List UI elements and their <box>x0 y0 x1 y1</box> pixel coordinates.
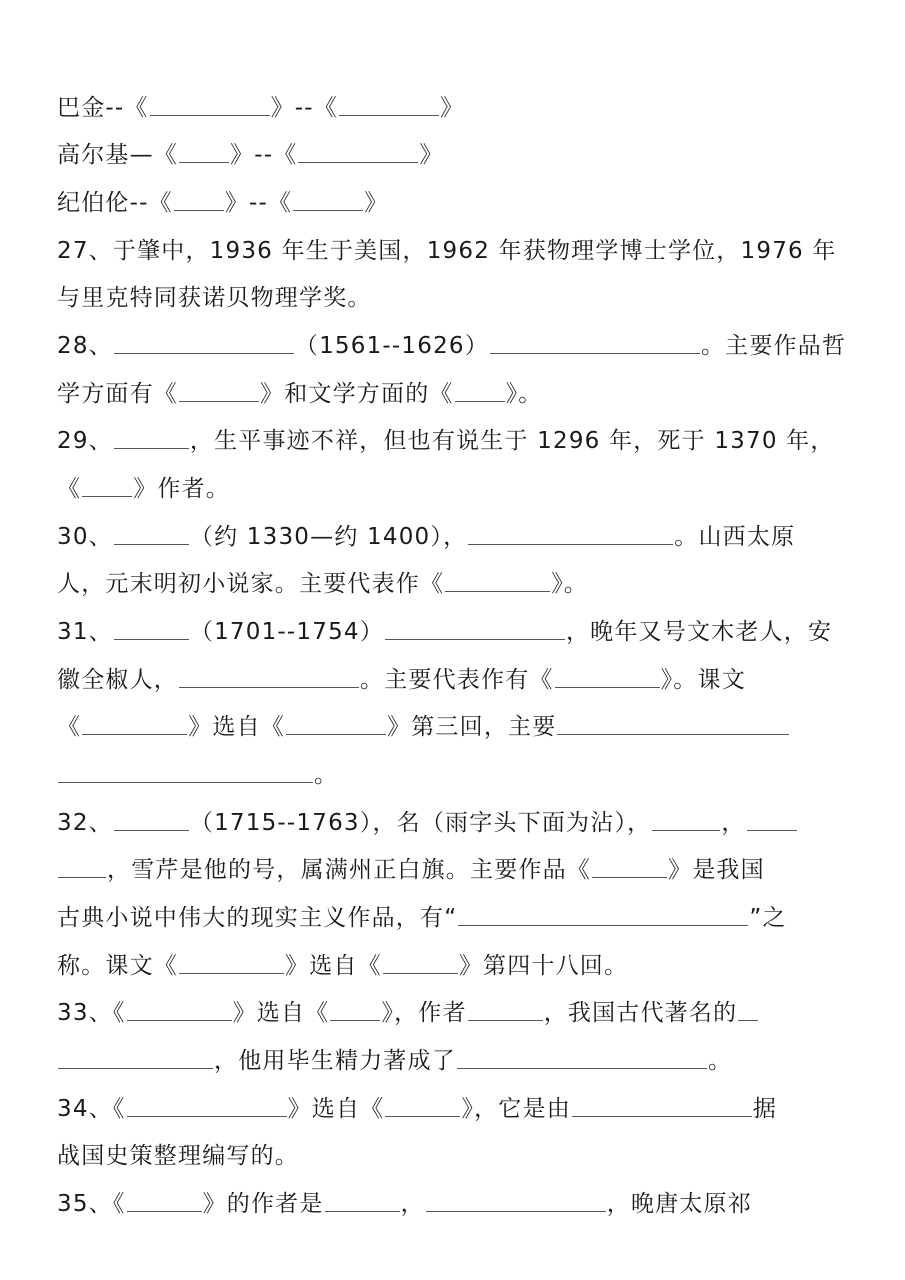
text-segment: 。山西太原 <box>674 524 796 550</box>
text-line <box>57 1089 865 1129</box>
text-segment: （1701--1754） <box>189 619 384 645</box>
text-line <box>57 374 865 414</box>
fill-in-blank[interactable] <box>179 140 229 163</box>
text-line <box>57 898 865 938</box>
text-segment: 与里克特同获诺贝物理学奖。 <box>57 285 372 311</box>
fill-in-blank[interactable] <box>458 903 748 926</box>
text-line <box>57 231 865 271</box>
fill-in-blank[interactable] <box>82 474 132 497</box>
fill-in-blank[interactable] <box>179 379 259 402</box>
text-segment: 》是我国 <box>668 857 765 883</box>
text-segment: ， <box>400 1191 425 1217</box>
fill-in-blank[interactable] <box>747 808 797 831</box>
fill-in-blank[interactable] <box>383 951 458 974</box>
text-line <box>57 660 865 700</box>
text-segment: 》 <box>440 95 465 121</box>
text-segment: 》第四十八回。 <box>458 953 629 979</box>
text-segment: 33、《 <box>57 1000 126 1026</box>
text-line <box>57 946 865 986</box>
text-segment: 34、《 <box>57 1096 126 1122</box>
text-segment: 巴金--《 <box>57 95 149 121</box>
fill-in-blank[interactable] <box>127 1189 202 1212</box>
fill-in-blank[interactable] <box>114 808 189 831</box>
text-segment: 》的作者是 <box>202 1191 324 1217</box>
fill-in-blank[interactable] <box>455 379 505 402</box>
fill-in-blank[interactable] <box>468 522 673 545</box>
text-segment: 27、于肇中，1936 年生于美国，1962 年获物理学博士学位，1976 年 <box>57 238 837 264</box>
text-segment: 28、 <box>57 333 113 359</box>
fill-in-blank[interactable] <box>557 712 789 735</box>
fill-in-blank[interactable] <box>150 93 270 116</box>
text-line <box>57 517 865 557</box>
text-line <box>57 135 865 175</box>
fill-in-blank[interactable] <box>58 1046 213 1069</box>
text-line <box>57 803 865 843</box>
fill-in-blank[interactable] <box>385 617 565 640</box>
text-segment: 》选自《 <box>232 1000 330 1026</box>
text-segment: 称。课文《 <box>57 953 178 979</box>
fill-in-blank[interactable] <box>490 331 700 354</box>
text-segment: 31、 <box>57 619 113 645</box>
text-segment: 徽全椒人， <box>57 667 178 693</box>
fill-in-blank[interactable] <box>114 617 189 640</box>
fill-in-blank[interactable] <box>127 998 232 1021</box>
fill-in-blank[interactable] <box>652 808 720 831</box>
text-segment: 》--《 <box>270 95 339 121</box>
fill-in-blank[interactable] <box>286 712 386 735</box>
text-segment: 》选自《 <box>285 953 382 979</box>
text-segment: 》，它是由 <box>461 1096 571 1122</box>
fill-in-blank[interactable] <box>114 426 189 449</box>
text-segment: 》。 <box>505 381 543 407</box>
text-segment: 。 <box>314 762 339 788</box>
text-segment: ，我国古代著名的 <box>543 1000 738 1026</box>
fill-in-blank[interactable] <box>738 998 758 1021</box>
fill-in-blank[interactable] <box>572 1094 752 1117</box>
fill-in-blank[interactable] <box>174 188 224 211</box>
text-line <box>57 421 865 461</box>
text-segment: 29、 <box>57 428 113 454</box>
text-segment: 》--《 <box>224 190 293 216</box>
fill-in-blank[interactable] <box>298 140 418 163</box>
text-line <box>57 1184 865 1224</box>
text-segment: 。主要作品哲 <box>700 333 847 359</box>
text-line <box>57 564 865 604</box>
fill-in-blank[interactable] <box>114 522 189 545</box>
fill-in-blank[interactable] <box>325 1189 400 1212</box>
text-segment: 》第三回，主要 <box>387 714 557 740</box>
text-segment: 》 <box>419 142 444 168</box>
text-segment: ，晚唐太原祁 <box>606 1191 752 1217</box>
text-line <box>57 1136 865 1176</box>
text-segment: ， <box>721 810 746 836</box>
text-segment: 》选自《 <box>287 1096 385 1122</box>
text-segment: 人，元末明初小说家。主要代表作《 <box>57 571 445 597</box>
fill-in-blank[interactable] <box>127 1094 287 1117</box>
text-line <box>57 993 865 1033</box>
fill-in-blank[interactable] <box>555 665 660 688</box>
text-segment: ，生平事迹不祥，但也有说生于 1296 年，死于 1370 年， <box>189 428 835 454</box>
text-segment: （1561--1626） <box>294 333 489 359</box>
text-line <box>57 469 865 509</box>
fill-in-blank[interactable] <box>330 998 380 1021</box>
text-segment: ”之 <box>749 905 787 931</box>
fill-in-blank[interactable] <box>468 998 543 1021</box>
fill-in-blank[interactable] <box>457 1046 707 1069</box>
fill-in-blank[interactable] <box>179 951 284 974</box>
fill-in-blank[interactable] <box>114 331 294 354</box>
text-line <box>57 850 865 890</box>
text-segment: 纪伯伦--《 <box>57 190 173 216</box>
text-segment: 》作者。 <box>133 476 231 502</box>
text-segment: 战国史策整理编写的。 <box>57 1143 299 1169</box>
text-line <box>57 612 865 652</box>
text-segment: 据 <box>752 1096 778 1122</box>
text-line <box>57 755 865 795</box>
fill-in-blank[interactable] <box>426 1189 606 1212</box>
text-segment: 35、《 <box>57 1191 126 1217</box>
fill-in-blank[interactable] <box>58 855 106 878</box>
text-segment: 高尔基—《 <box>57 142 178 168</box>
text-segment: 》和文学方面的《 <box>260 381 454 407</box>
text-line <box>57 326 865 366</box>
fill-in-blank[interactable] <box>58 760 313 783</box>
fill-in-blank[interactable] <box>339 93 439 116</box>
text-segment: ，晚年又号文木老人，安 <box>565 619 833 645</box>
fill-in-blank[interactable] <box>385 1094 460 1117</box>
text-line <box>57 278 865 318</box>
text-line <box>57 1041 865 1081</box>
text-segment: 古典小说中伟大的现实主义作品，有“ <box>57 905 458 931</box>
text-segment: ，他用毕生精力著成了 <box>214 1048 456 1074</box>
fill-in-blank[interactable] <box>293 188 363 211</box>
text-segment: 》，作者 <box>381 1000 467 1026</box>
fill-in-blank[interactable] <box>592 855 667 878</box>
text-segment: 《 <box>57 714 82 740</box>
text-line <box>57 183 865 223</box>
text-segment: 》选自《 <box>188 714 286 740</box>
text-segment: 30、 <box>57 524 113 550</box>
text-segment: （约 1330—约 1400）， <box>189 524 468 550</box>
text-segment: 》 <box>364 190 389 216</box>
fill-in-blank[interactable] <box>179 665 359 688</box>
fill-in-blank[interactable] <box>82 712 187 735</box>
text-segment: 学方面有《 <box>57 381 178 407</box>
text-segment: 《 <box>57 476 82 502</box>
text-line <box>57 88 865 128</box>
text-segment: ，雪芹是他的号，属满州正白旗。主要作品《 <box>107 857 591 883</box>
text-segment: 。 <box>708 1048 733 1074</box>
fill-in-blank[interactable] <box>445 569 550 592</box>
text-segment: 》。课文 <box>660 667 746 693</box>
text-segment: 》--《 <box>230 142 298 168</box>
text-segment: 》。 <box>551 571 589 597</box>
text-line <box>57 707 865 747</box>
text-segment: （1715--1763），名（雨字头下面为沾）， <box>189 810 652 836</box>
text-segment: 32、 <box>57 810 113 836</box>
text-segment: 。主要代表作有《 <box>360 667 554 693</box>
